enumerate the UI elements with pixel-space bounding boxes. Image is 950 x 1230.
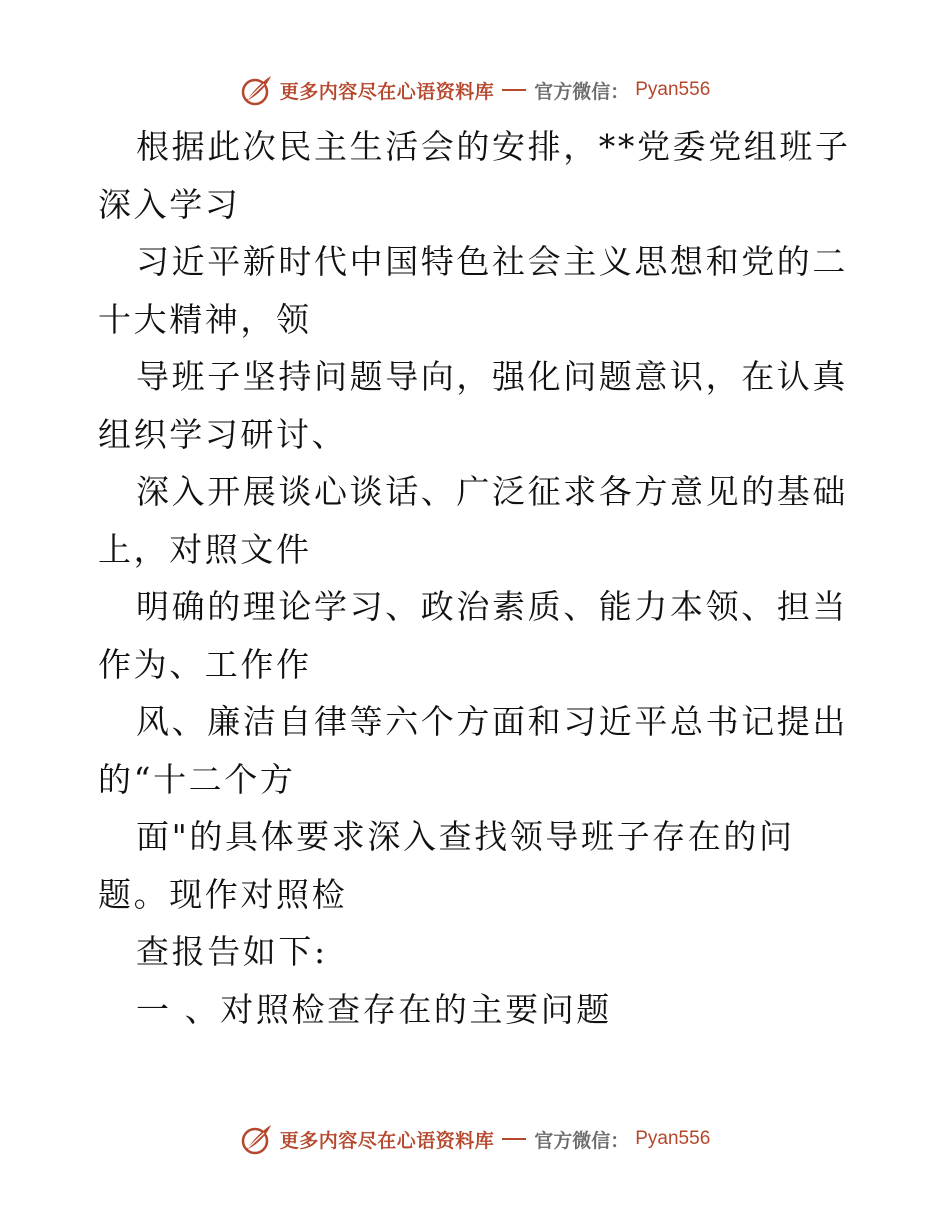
- paragraph: 查报告如下:: [136, 932, 328, 971]
- watermark-dash: [502, 89, 526, 91]
- section-heading: 一 、对照检查存在的主要问题: [136, 989, 612, 1029]
- feather-quill-icon: [240, 73, 274, 107]
- watermark-handle: Pyan556: [635, 1128, 711, 1149]
- paragraph: 深入开展谈心谈话、广泛征求各方意见的基础上，对照文件: [98, 472, 848, 569]
- watermark-main-text: 更多内容尽在心语资料库: [279, 1129, 495, 1152]
- paragraph: 根据此次民主生活会的安排，**党委党组班子深入学习: [98, 127, 851, 224]
- watermark-main-text: 更多内容尽在心语资料库: [279, 80, 495, 103]
- feather-quill-icon: [240, 1122, 274, 1156]
- watermark-handle: Pyan556: [635, 79, 711, 100]
- header-watermark: [0, 70, 950, 110]
- paragraph: 风、廉洁自律等六个方面和习近平总书记提出的“十二个方: [98, 702, 848, 799]
- watermark-dash: [502, 1138, 526, 1140]
- watermark-label: 官方微信：: [534, 80, 630, 103]
- paragraph: 导班子坚持问题导向，强化问题意识，在认真组织学习研讨、: [98, 357, 848, 454]
- document-body: [98, 118, 858, 1038]
- paragraph: 明确的理论学习、政治素质、能力本领、担当作为、工作作: [98, 587, 848, 684]
- footer-watermark: [0, 1119, 950, 1159]
- paragraph: 面"的具体要求深入查找领导班子存在的问题。现作对照检: [98, 817, 795, 914]
- paragraph: 习近平新时代中国特色社会主义思想和党的二十大精神，领: [98, 242, 848, 339]
- watermark-label: 官方微信：: [534, 1129, 630, 1152]
